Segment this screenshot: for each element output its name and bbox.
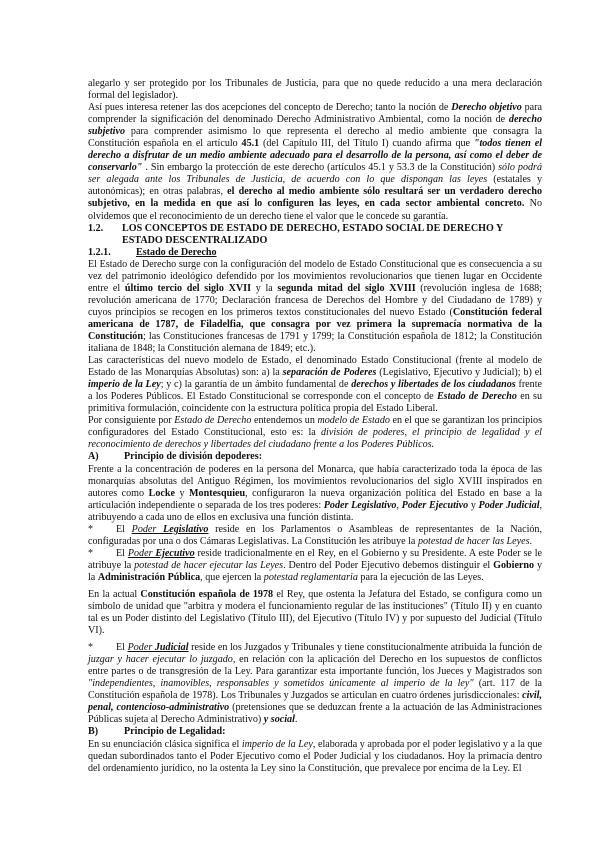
heading-1-2	[88, 223, 542, 247]
text-run: , que ejercen la	[200, 571, 264, 583]
text-run: , elaborada y aprobada por el poder legislativo y a la que quedan subordinados tanto el Poder Ejecutivo como el Poder Judicial y los ciudadanos. Hoy la primacía dentro del ordenamiento jurídico, no la ostenta la Ley sino la Constitución, que prevalece por encima de la Ley. El	[88, 738, 542, 774]
text-run: y social	[263, 714, 295, 726]
text-run: (art. 117 de la Constitución española de 1978). Los Tribunales y Juzgados se articulan en cuatro órdenes jurisdiccionales:	[88, 678, 542, 702]
text-run: Judicial	[154, 642, 189, 654]
text-run: modelo de Estado	[317, 415, 390, 427]
text-run: (Legislativo, Ejecutivo y Judicial); b) el	[376, 367, 542, 379]
text-run: Administración Pública	[97, 571, 201, 583]
text-run: sólo podrá ser alegada ante los Tribunales de Justicia, de acuerdo con lo que dispongan las leyes	[88, 162, 543, 186]
text-run: Derecho objetivo	[451, 102, 522, 114]
text-run: Constitución federal americana de 1787, de Filadelfia, que consagra por vez primera la supremacía normativa de la Constitución	[88, 306, 542, 342]
text-run: derechos y libertades de los ciudadanos	[351, 379, 516, 391]
text-run: Poder	[127, 547, 156, 559]
heading-text: Estado de Derecho	[136, 246, 217, 258]
text-run: . Sin embargo la protección de este derecho (artículos 45.1 y 53.3 de la Constitución)	[142, 162, 499, 174]
text-run: El	[116, 523, 132, 535]
text-run: Estado de Derecho	[436, 391, 517, 403]
text-run: (del Capítulo III, del Título I) cuando afirma que	[259, 138, 474, 150]
text-run: Frente a la concentración de poderes en la persona del Monarca, que había caracterizado toda la época de las monarquías absolutas del Antiguo Régimen, los movimientos revolucionarios del siglo XVIII inspirados en autores como	[88, 463, 542, 499]
text-run: imperio de la Ley	[88, 379, 161, 391]
text-run: el derecho al medio ambiente sólo resultará ser un verdadero derecho subjetivo, en la medida en que así lo configuren las leyes, en cada sector ambiental concreto.	[88, 186, 543, 210]
text-run: división de poderes, el principio de legalidad y el reconocimiento de derechos y libertades del ciudadano frente a los Poderes Públicos.	[88, 427, 542, 451]
text-run: reside en los Parlamentos o Asambleas de representantes de la Nación, configuradas por una o dos Cámaras Legislativas. La Constitución les atribuye la	[88, 523, 542, 547]
heading-a	[88, 451, 542, 463]
bullet-legislativo	[88, 524, 542, 548]
text-run: potestad de hacer las Leyes	[417, 535, 530, 547]
heading-text: LOS CONCEPTOS DE ESTADO DE DERECHO, ESTADO SOCIAL DE DERECHO Y ESTADO DESCENTRALIZADO	[122, 222, 503, 246]
paragraph-legalidad	[88, 739, 542, 775]
text-run: , configuraron la nueva organización política del Estado en base a la articulación independiente o separada de los tres poderes:	[88, 487, 543, 511]
text-run: Las características del nuevo modelo de Estado, el denominado Estado Constitucional (frente al modelo de Estado de las Monarquías Absolutas) son: a) la	[88, 355, 542, 379]
text-run: "todos tienen el derecho a disfrutar de un medio ambiente adecuado para el desarrollo de la persona, así como el deber de conservarlo"	[88, 138, 542, 174]
text-run: ; y c) la garantía de un ámbito fundamental de	[160, 379, 352, 391]
text-run: , atribuyendo a cada uno de ellos en exclusiva una función distinta.	[88, 499, 543, 523]
text-run: para la ejecución de las Leyes.	[357, 571, 484, 583]
text-run: frente a los Poderes Públicos. El Estado Constitucional se corresponde con el concepto de	[88, 379, 542, 403]
text-run: ,	[396, 499, 402, 511]
text-run: potestad reglamentaria	[263, 571, 358, 583]
text-run: (revolución inglesa de 1688; revolución americana de 1770; Declaración francesa de Derechos del Hombre y del Ciudadano de 1789) y cuyos principios se recogen en los primeros textos constitucionales del nuevo Estado (	[88, 282, 542, 318]
bullet-text	[88, 524, 542, 547]
paragraph-acepciones	[88, 102, 542, 222]
text-run: El Estado de Derecho surge con la configuración del modelo de Estado Constitucional que es consecuencia a su vez del patrimonio ideológico defendido por los movimientos revolucionarios que tienen lugar en Occidente entre el	[88, 258, 542, 294]
heading-number: A)	[88, 451, 99, 463]
text-run: para comprender asimismo lo que representa el derecho al medio ambiente que consagra la Constitución española en el artículo	[88, 126, 542, 150]
text-run: potestad de hacer ejecutar las Leyes	[134, 559, 284, 571]
paragraph-estado-derecho	[88, 259, 542, 355]
text-run: y la	[88, 559, 542, 583]
heading-text: Principio de Legalidad:	[124, 726, 226, 738]
text-run: No olvidemos que el reconocimiento de un derecho tiene el valor que le concede su garantía.	[88, 198, 542, 222]
text-run: Poder	[131, 523, 164, 535]
text-run: Poder Judicial	[478, 499, 540, 511]
text-run: "independientes, inamovibles, responsables y sometidos únicamente al imperio de la ley"	[88, 678, 474, 690]
heading-text: Principio de división depoderes:	[124, 451, 263, 463]
text-run: (estatales y autonómicas); en otras palabras,	[88, 174, 542, 198]
text-run: último tercio del siglo XVII	[124, 282, 252, 294]
bullet-mark: *	[88, 547, 94, 559]
text-run: segunda mitad del siglo XVIII	[277, 282, 416, 294]
paragraph-consiguiente	[88, 415, 542, 451]
text-run: Poder Ejecutivo	[401, 499, 469, 511]
text-run: Poder Legislativo	[323, 499, 397, 511]
text-run: .	[529, 535, 533, 547]
heading-b	[88, 726, 542, 738]
text-run: para comprender la significación del denominado Derecho Administrativo Ambiental, como la noción de	[88, 102, 542, 126]
text-run: Poder	[127, 642, 155, 654]
bullet-mark: *	[88, 642, 94, 654]
heading-1-2-1	[88, 247, 542, 259]
text-run: Por consiguiente por	[88, 415, 175, 427]
text-run: reside tradicionalmente en el Rey, en el Gobierno y su Presidente. A este Poder se le atribuye la	[88, 547, 542, 571]
text-run: Montesquieu	[189, 487, 246, 499]
bullet-text	[88, 642, 542, 725]
text-run: Gobierno	[493, 559, 535, 571]
text-run: reside en los Juzgados y Tribunales y tiene constitucionalmente atribuida la función de	[188, 642, 543, 654]
text-run: civil, penal, contencioso-administrativo	[88, 690, 542, 714]
text-run: El	[116, 642, 128, 654]
text-run: , en relación con la aplicación del Derecho en los supuestos de conflictos entre partes o de transgresión de la Ley. Para garantizar esta importante función, los Jueces y Magistrados son	[88, 654, 542, 678]
text-run: en el que se garantizan los principios configuradores del Estado Constitucional, esto es: la	[88, 415, 542, 439]
paragraph-constitucion-1978	[88, 589, 542, 637]
text-run: separación de Poderes	[282, 367, 377, 379]
text-run: Ejecutivo	[155, 547, 195, 559]
text-run: . Dentro del Poder Ejecutivo debemos distinguir el	[283, 559, 494, 571]
text-run: En su enunciación clásica significa el	[88, 738, 242, 750]
paragraph-intro-end: alegarlo y ser protegido por los Tribunales de Justicia, para que no quede reducido a una mera declaración formal del legislador).	[88, 78, 542, 102]
paragraph-caracteristicas	[88, 355, 542, 415]
text-run: imperio de la Ley	[241, 738, 313, 750]
text-run: derecho subjetivo	[88, 114, 542, 138]
text-run: En la actual	[88, 588, 141, 600]
text-run: Estado de Derecho	[174, 415, 252, 427]
text-run: .	[294, 714, 298, 726]
text-run: ; las Constituciones francesas de 1791 y 1799; la Constitución española de 1812; la Constitución italiana de 1848; la Constitución alemana de 1849; etc.).	[88, 330, 542, 355]
bullet-ejecutivo	[88, 548, 542, 584]
text-run: Constitución española de 1978	[140, 588, 274, 600]
bullet-text	[88, 548, 542, 583]
text-run: el Rey, que ostenta la Jefatura del Estado, se configura como un símbolo de unidad que "arbitra y modera el funcionamiento regular de las instituciones" (Título II) y en cuanto tal es un Poder distinto del Legislativo (Título III), del Ejecutivo (Título IV) y por supuesto del Judicial (Título VI).	[88, 588, 542, 637]
heading-number: B)	[88, 726, 99, 738]
text-run: juzgar y hacer ejecutar lo juzgado	[88, 654, 233, 666]
text-run: entendemos un	[251, 415, 318, 427]
bullet-judicial	[88, 642, 542, 726]
text-run: Legislativo	[163, 523, 209, 535]
heading-number: 1.2.	[88, 222, 104, 234]
heading-number: 1.2.1.	[88, 246, 111, 258]
text-run: y la	[251, 282, 278, 294]
text-run: (pretensiones que se deduzcan frente a la actuación de las Administraciones Públicas sujeta al Derecho Administrativo)	[88, 702, 542, 726]
text-run: Así pues interesa retener las dos acepciones del concepto de Derecho; tanto la noción de	[88, 102, 452, 114]
text-run: 45.1	[241, 138, 260, 150]
text-run: en su primitiva formulación, coincidente con la estructura política propia del Estado Liberal.	[88, 391, 542, 415]
bullet-mark: *	[88, 523, 94, 535]
text-run: El	[116, 547, 128, 559]
paragraph-division-poderes	[88, 464, 542, 524]
text-run: Locke	[148, 487, 175, 499]
text-run: y	[468, 499, 479, 511]
text-run: y	[174, 487, 190, 499]
